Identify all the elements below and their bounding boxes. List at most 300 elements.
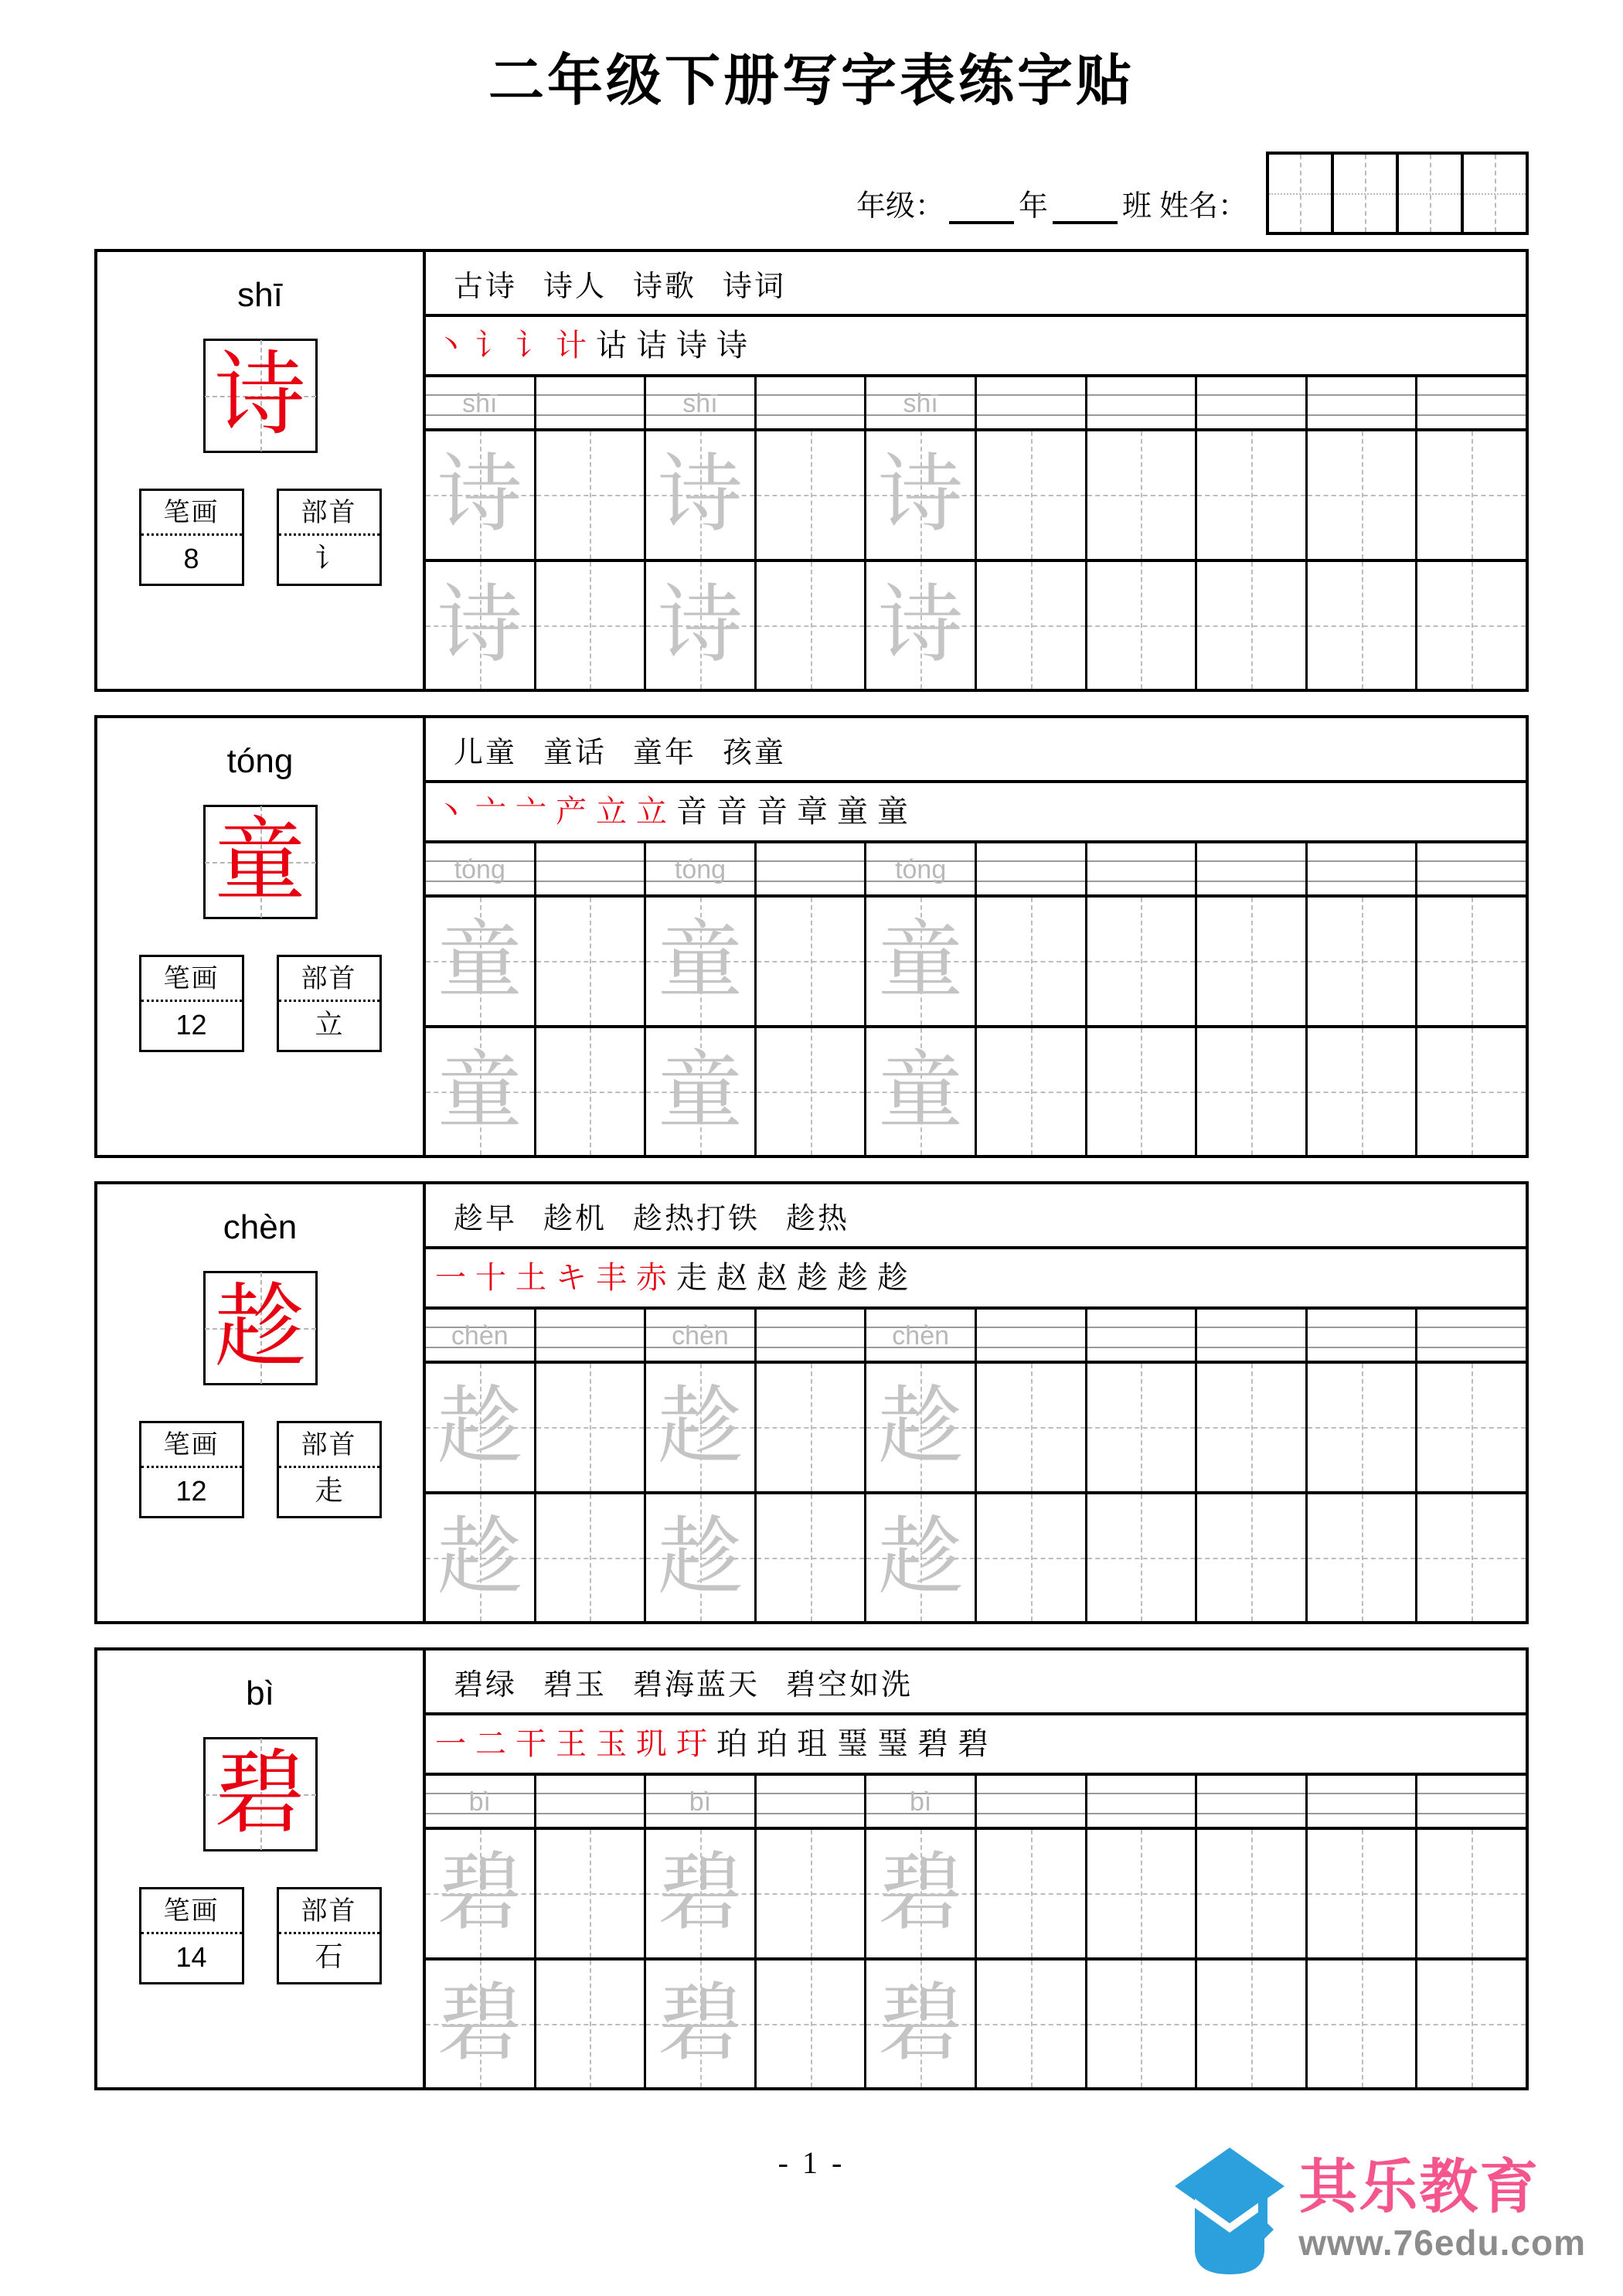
character-pinyin: tóng <box>226 742 294 780</box>
stroke-order-row <box>426 317 1526 377</box>
brand-name: 其乐教育 <box>1298 2154 1540 2220</box>
stroke-count-box <box>139 1887 244 1984</box>
trace-character: 趁 <box>657 1380 743 1475</box>
practice-grid-cell[interactable] <box>646 431 757 559</box>
practice-grid-cell[interactable] <box>977 1960 1087 2088</box>
stroke-order-step: 碧 <box>917 1726 948 1761</box>
practice-grid-cell[interactable] <box>1417 898 1526 1025</box>
grade-blank-field[interactable] <box>949 220 1014 224</box>
practice-grid-cell[interactable] <box>1087 431 1198 559</box>
pinyin-guide-cell[interactable] <box>866 377 977 428</box>
stroke-order-step: 走 <box>676 1260 707 1295</box>
pinyin-guide-cell[interactable] <box>757 377 867 428</box>
practice-grid-row <box>426 1960 1526 2088</box>
trace-character: 碧 <box>657 1846 743 1941</box>
hero-character: 童 <box>214 811 306 912</box>
practice-grid-cell[interactable] <box>866 898 977 1025</box>
pinyin-trace-text: shī <box>682 388 718 418</box>
example-word: 碧海蓝天 <box>633 1668 760 1702</box>
stroke-order-step: 十 <box>475 1260 506 1295</box>
practice-grid-cell[interactable] <box>757 898 867 1025</box>
stroke-order-step: 趁 <box>797 1260 828 1295</box>
practice-grid-cell[interactable] <box>866 1028 977 1156</box>
practice-grid-cell[interactable] <box>1197 1960 1308 2088</box>
example-word: 趁机 <box>543 1202 607 1235</box>
pinyin-guide-cell[interactable] <box>536 377 647 428</box>
character-pinyin: bì <box>246 1674 274 1712</box>
stroke-order-step: 讠 <box>515 328 546 363</box>
practice-grid-cell[interactable] <box>1197 562 1308 690</box>
pinyin-trace-text: chèn <box>672 1320 729 1351</box>
pinyin-guide-cell[interactable] <box>866 1776 977 1827</box>
pinyin-guide-cell[interactable] <box>646 1776 757 1827</box>
pinyin-trace-text: bì <box>909 1787 932 1817</box>
character-pinyin: chèn <box>223 1208 298 1246</box>
stroke-order-step: 王 <box>556 1726 587 1761</box>
stroke-order-step: 玗 <box>676 1726 707 1761</box>
practice-grid-cell[interactable] <box>1087 898 1198 1025</box>
pinyin-trace-text: chèn <box>892 1320 950 1351</box>
example-word: 古诗 <box>454 270 518 303</box>
practice-grid-cell[interactable] <box>866 562 977 690</box>
stroke-count-value: 8 <box>183 543 199 575</box>
practice-grid-row <box>426 1494 1526 1622</box>
stroke-order-step: 音 <box>757 794 788 829</box>
page-footer <box>0 2134 1623 2296</box>
practice-grid-row <box>426 898 1526 1028</box>
practice-grid-cell[interactable] <box>536 431 647 559</box>
radical-box <box>277 955 382 1052</box>
character-meta-row <box>139 1421 382 1518</box>
stroke-order-step: 赵 <box>757 1260 788 1295</box>
trace-character: 童 <box>878 914 964 1009</box>
stroke-count-box <box>139 489 244 586</box>
example-words-text <box>454 1661 939 1703</box>
radical-value: 走 <box>315 1475 343 1507</box>
character-block <box>94 715 1529 1158</box>
pinyin-guide-cell[interactable] <box>1417 1310 1526 1361</box>
pinyin-guide-cell[interactable] <box>1308 1776 1418 1827</box>
practice-panel <box>426 718 1526 1155</box>
name-input-grid[interactable] <box>1266 152 1529 235</box>
practice-grid-cell[interactable] <box>426 1028 536 1156</box>
practice-grid-cell[interactable] <box>1308 1494 1418 1622</box>
practice-grid-cell[interactable] <box>426 1830 536 1957</box>
trace-character: 诗 <box>657 577 743 673</box>
example-word: 童年 <box>633 736 697 769</box>
radical-box <box>277 489 382 586</box>
pinyin-guide-cell[interactable] <box>866 843 977 894</box>
example-word: 童话 <box>543 736 607 769</box>
pinyin-trace-text: bì <box>468 1787 491 1817</box>
practice-grid-cell[interactable] <box>977 562 1087 690</box>
brand-text-group <box>1298 2154 1586 2263</box>
practice-grid-cell[interactable] <box>1087 1028 1198 1156</box>
practice-grid-cell[interactable] <box>1417 1364 1526 1491</box>
practice-grid-row <box>426 431 1526 562</box>
pinyin-guide-cell[interactable] <box>1308 843 1418 894</box>
name-cell[interactable] <box>1269 155 1334 232</box>
name-label: 姓名： <box>1159 190 1247 223</box>
practice-grid-cell[interactable] <box>1087 1960 1198 2088</box>
practice-grid-cell[interactable] <box>1197 431 1308 559</box>
hero-character: 碧 <box>214 1743 306 1845</box>
practice-grid-cell[interactable] <box>426 1960 536 2088</box>
stroke-order-step: 丶 <box>435 328 466 363</box>
practice-grid-row <box>426 1364 1526 1494</box>
practice-grid-cell[interactable] <box>536 562 647 690</box>
page-title: 二年级下册写字表练字贴 <box>488 50 1135 112</box>
stroke-order-step: 二 <box>475 1726 506 1761</box>
pinyin-guide-cell[interactable] <box>536 1310 647 1361</box>
practice-grid-cell[interactable] <box>757 1028 867 1156</box>
stroke-order-step: 珇 <box>797 1726 828 1761</box>
pinyin-guide-cell[interactable] <box>1417 843 1526 894</box>
stroke-order-step: 趁 <box>837 1260 868 1295</box>
trace-character: 诗 <box>437 577 522 673</box>
pinyin-guide-row <box>426 1310 1526 1364</box>
example-word: 诗词 <box>723 270 787 303</box>
practice-grid-cell[interactable] <box>646 562 757 690</box>
character-block <box>94 249 1529 692</box>
stroke-order-step: 琧 <box>837 1726 868 1761</box>
stroke-order-step: 产 <box>556 794 587 829</box>
stroke-count-box <box>139 1421 244 1518</box>
stroke-order-step: 立 <box>636 794 667 829</box>
stroke-order-step: 音 <box>716 794 747 829</box>
practice-grid-cell[interactable] <box>1087 1364 1198 1491</box>
pinyin-trace-text: chèn <box>451 1320 509 1351</box>
pinyin-guide-cell[interactable] <box>977 377 1087 428</box>
practice-grid-cell[interactable] <box>426 562 536 690</box>
name-cell[interactable] <box>1399 155 1464 232</box>
pinyin-guide-cell[interactable] <box>646 843 757 894</box>
pinyin-guide-row <box>426 377 1526 431</box>
character-pinyin: shī <box>237 276 283 314</box>
practice-grid-cell[interactable] <box>757 562 867 690</box>
practice-grid-row <box>426 562 1526 690</box>
page-number: - 1 - <box>777 2145 846 2180</box>
practice-grid-cell[interactable] <box>866 1960 977 2088</box>
pinyin-guide-cell[interactable] <box>1308 377 1418 428</box>
pinyin-guide-cell[interactable] <box>1087 377 1198 428</box>
practice-grid-cell[interactable] <box>426 1494 536 1622</box>
practice-grid-cell[interactable] <box>1308 1830 1418 1957</box>
stroke-order-step: 赤 <box>636 1260 667 1295</box>
stroke-order-step: 亠 <box>475 794 506 829</box>
practice-grid-cell[interactable] <box>646 1960 757 2088</box>
stroke-count-value: 14 <box>175 1941 207 1974</box>
practice-grid-cell[interactable] <box>1087 1830 1198 1957</box>
stroke-order-step: 珀 <box>757 1726 788 1761</box>
stroke-order-step: 趁 <box>877 1260 908 1295</box>
pinyin-guide-cell[interactable] <box>757 843 867 894</box>
pinyin-guide-cell[interactable] <box>536 843 647 894</box>
hero-character-cell <box>203 1737 318 1851</box>
student-id-row <box>0 148 1623 235</box>
pinyin-guide-cell[interactable] <box>866 1310 977 1361</box>
practice-grid-cell[interactable] <box>1417 562 1526 690</box>
practice-grid-cell[interactable] <box>646 1028 757 1156</box>
practice-grid-cell[interactable] <box>1417 1830 1526 1957</box>
pinyin-guide-cell[interactable] <box>757 1776 867 1827</box>
stroke-order-step: 立 <box>596 794 627 829</box>
pinyin-guide-cell[interactable] <box>1197 843 1308 894</box>
practice-grid-cell[interactable] <box>536 1830 647 1957</box>
stroke-order-step: 童 <box>877 794 908 829</box>
practice-grid-cell[interactable] <box>1197 1028 1308 1156</box>
character-meta-row <box>139 489 382 586</box>
trace-character: 碧 <box>437 1846 522 1941</box>
pinyin-guide-cell[interactable] <box>1417 377 1526 428</box>
character-block <box>94 1181 1529 1624</box>
example-word: 孩童 <box>723 736 787 769</box>
example-words-row <box>426 1184 1526 1249</box>
radical-label: 部首 <box>279 1423 379 1468</box>
pinyin-guide-cell[interactable] <box>977 843 1087 894</box>
stroke-order-step: 亠 <box>515 794 546 829</box>
practice-grid-cell[interactable] <box>977 1364 1087 1491</box>
hero-character-cell <box>203 1271 318 1385</box>
trace-character: 碧 <box>657 1976 743 2071</box>
trace-character: 诗 <box>437 448 522 543</box>
pinyin-guide-cell[interactable] <box>977 1776 1087 1827</box>
pinyin-guide-row <box>426 1776 1526 1830</box>
stroke-order-step: 一 <box>435 1726 466 1761</box>
pinyin-trace-text: bì <box>689 1787 712 1817</box>
stroke-order-step: 诂 <box>596 328 627 363</box>
practice-grid-cell[interactable] <box>977 1494 1087 1622</box>
brand-url: www.76edu.com <box>1298 2222 1586 2263</box>
practice-grid-cell[interactable] <box>757 1494 867 1622</box>
character-info-panel <box>97 1184 426 1621</box>
pinyin-guide-cell[interactable] <box>1087 1310 1198 1361</box>
trace-character: 诗 <box>878 577 964 673</box>
brand-logo-group <box>1172 2141 1586 2277</box>
practice-grid-cell[interactable] <box>1417 1960 1526 2088</box>
practice-grid-cell[interactable] <box>866 1830 977 1957</box>
radical-value: 立 <box>315 1009 343 1041</box>
stroke-order-step: 丰 <box>596 1260 627 1295</box>
stroke-order-row <box>426 1249 1526 1310</box>
practice-grid-cell[interactable] <box>1197 1364 1308 1491</box>
stroke-order-step: 珀 <box>716 1726 747 1761</box>
character-meta-row <box>139 955 382 1052</box>
practice-grid-cell[interactable] <box>1417 431 1526 559</box>
pinyin-guide-cell[interactable] <box>1197 1310 1308 1361</box>
character-info-panel <box>97 718 426 1155</box>
practice-grid-cell[interactable] <box>1197 1494 1308 1622</box>
practice-grid-cell[interactable] <box>1197 898 1308 1025</box>
practice-grid-cell[interactable] <box>757 431 867 559</box>
stroke-order-step: 计 <box>556 328 587 363</box>
example-word: 诗歌 <box>633 270 697 303</box>
stroke-order-step: 音 <box>676 794 707 829</box>
practice-grid-cell[interactable] <box>426 431 536 559</box>
practice-grid-cell[interactable] <box>1308 1960 1418 2088</box>
trace-character: 趁 <box>437 1380 522 1475</box>
practice-grid-cell[interactable] <box>1087 562 1198 690</box>
radical-value: 石 <box>315 1941 343 1973</box>
pinyin-guide-cell[interactable] <box>426 843 536 894</box>
practice-grid-cell[interactable] <box>536 1494 647 1622</box>
stroke-order-step: 碧 <box>958 1726 988 1761</box>
graduation-cap-icon <box>1172 2141 1288 2277</box>
stroke-order-step: 玑 <box>636 1726 667 1761</box>
practice-grid-cell[interactable] <box>1308 898 1418 1025</box>
practice-grid-cell[interactable] <box>977 1028 1087 1156</box>
practice-grid-cell[interactable] <box>536 1364 647 1491</box>
hero-character: 诗 <box>214 345 306 446</box>
pinyin-guide-cell[interactable] <box>1087 1776 1198 1827</box>
year-unit-label: 年 <box>1018 190 1048 223</box>
practice-grid-cell[interactable] <box>1417 1494 1526 1622</box>
stroke-order-step: 干 <box>515 1726 546 1761</box>
hero-character-cell <box>203 339 318 453</box>
stroke-order-step: 诘 <box>636 328 667 363</box>
character-info-panel <box>97 252 426 689</box>
practice-grid-cell[interactable] <box>426 1364 536 1491</box>
practice-grid-row <box>426 1028 1526 1156</box>
example-words-row <box>426 718 1526 783</box>
practice-grid-cell[interactable] <box>646 1364 757 1491</box>
grade-label: 年级： <box>856 190 944 223</box>
practice-panel <box>426 1184 1526 1621</box>
practice-grid-cell[interactable] <box>536 1960 647 2088</box>
stroke-order-step: 赵 <box>716 1260 747 1295</box>
character-blocks-container <box>94 249 1529 2090</box>
name-cell[interactable] <box>1334 155 1399 232</box>
trace-character: 碧 <box>878 1846 964 1941</box>
pinyin-trace-text: shī <box>462 388 498 418</box>
practice-grid-cell[interactable] <box>866 431 977 559</box>
trace-character: 趁 <box>878 1510 964 1605</box>
example-word: 碧空如洗 <box>786 1668 914 1702</box>
character-block <box>94 1647 1529 2090</box>
pinyin-trace-text: tóng <box>454 854 505 884</box>
pinyin-guide-cell[interactable] <box>426 1776 536 1827</box>
trace-character: 童 <box>437 914 522 1009</box>
trace-character: 碧 <box>437 1976 522 2071</box>
practice-grid-cell[interactable] <box>646 1830 757 1957</box>
practice-grid-cell[interactable] <box>977 431 1087 559</box>
pinyin-guide-cell[interactable] <box>646 1310 757 1361</box>
trace-character: 诗 <box>657 448 743 543</box>
stroke-order-step: 章 <box>797 794 828 829</box>
trace-character: 童 <box>437 1044 522 1139</box>
example-word: 碧玉 <box>543 1668 607 1702</box>
radical-label: 部首 <box>279 1889 379 1934</box>
radical-label: 部首 <box>279 957 379 1002</box>
stroke-order-step: 诗 <box>716 328 747 363</box>
stroke-order-step: 琧 <box>877 1726 908 1761</box>
name-cell[interactable] <box>1464 155 1526 232</box>
practice-grid-cell[interactable] <box>866 1364 977 1491</box>
practice-panel <box>426 252 1526 689</box>
practice-grid-cell[interactable] <box>757 1364 867 1491</box>
pinyin-guide-cell[interactable] <box>536 1776 647 1827</box>
pinyin-guide-cell[interactable] <box>757 1310 867 1361</box>
pinyin-guide-cell[interactable] <box>646 377 757 428</box>
pinyin-guide-cell[interactable] <box>977 1310 1087 1361</box>
practice-grid-cell[interactable] <box>536 898 647 1025</box>
practice-grid-cell[interactable] <box>977 898 1087 1025</box>
stroke-order-step: キ <box>556 1260 587 1295</box>
practice-grid-cell[interactable] <box>1197 1830 1308 1957</box>
practice-grid-cell[interactable] <box>1308 431 1418 559</box>
practice-grid-cell[interactable] <box>977 1830 1087 1957</box>
practice-grid-cell[interactable] <box>646 898 757 1025</box>
example-word: 趁早 <box>454 1202 518 1235</box>
stroke-count-label: 笔画 <box>141 1889 242 1934</box>
pinyin-trace-text: shī <box>903 388 938 418</box>
stroke-order-step: 玉 <box>596 1726 627 1761</box>
pinyin-guide-cell[interactable] <box>1197 377 1308 428</box>
radical-box <box>277 1887 382 1984</box>
trace-character: 碧 <box>878 1976 964 2071</box>
hero-character: 趁 <box>214 1277 306 1378</box>
practice-grid-row <box>426 1830 1526 1960</box>
stroke-count-label: 笔画 <box>141 1423 242 1468</box>
practice-grid-cell[interactable] <box>536 1028 647 1156</box>
stroke-count-label: 笔画 <box>141 491 242 536</box>
example-words-row <box>426 1650 1526 1715</box>
stroke-order-step: 讠 <box>475 328 506 363</box>
stroke-count-label: 笔画 <box>141 957 242 1002</box>
practice-grid-cell[interactable] <box>1308 562 1418 690</box>
practice-grid-cell[interactable] <box>1308 1028 1418 1156</box>
practice-grid-cell[interactable] <box>426 898 536 1025</box>
example-word: 儿童 <box>454 736 518 769</box>
pinyin-guide-cell[interactable] <box>1308 1310 1418 1361</box>
class-blank-field[interactable] <box>1053 220 1118 224</box>
practice-grid-cell[interactable] <box>1417 1028 1526 1156</box>
pinyin-guide-cell[interactable] <box>1197 1776 1308 1827</box>
example-word: 趁热打铁 <box>633 1202 760 1235</box>
practice-grid-cell[interactable] <box>1308 1364 1418 1491</box>
stroke-order-step: 丶 <box>435 794 466 829</box>
stroke-order-step: 土 <box>515 1260 546 1295</box>
practice-grid-cell[interactable] <box>1087 1494 1198 1622</box>
practice-grid-cell[interactable] <box>866 1494 977 1622</box>
practice-panel <box>426 1650 1526 2087</box>
stroke-count-value: 12 <box>175 1475 207 1507</box>
practice-grid-cell[interactable] <box>646 1494 757 1622</box>
stroke-order-row <box>426 783 1526 843</box>
character-info-panel <box>97 1650 426 2087</box>
pinyin-guide-cell[interactable] <box>1087 843 1198 894</box>
trace-character: 童 <box>657 914 743 1009</box>
stroke-count-box <box>139 955 244 1052</box>
pinyin-trace-text: tóng <box>674 854 726 884</box>
radical-value: 讠 <box>315 543 343 574</box>
pinyin-guide-cell[interactable] <box>426 1310 536 1361</box>
example-words-text <box>454 1194 876 1237</box>
example-word: 碧绿 <box>454 1668 518 1702</box>
practice-grid-cell[interactable] <box>757 1960 867 2088</box>
trace-character: 诗 <box>878 448 964 543</box>
trace-character: 趁 <box>657 1510 743 1605</box>
practice-grid-cell[interactable] <box>757 1830 867 1957</box>
student-id-text <box>856 182 1247 235</box>
example-words-row <box>426 252 1526 317</box>
character-meta-row <box>139 1887 382 1984</box>
stroke-order-step: 诗 <box>676 328 707 363</box>
stroke-count-value: 12 <box>175 1009 207 1041</box>
pinyin-trace-text: tóng <box>895 854 947 884</box>
pinyin-guide-cell[interactable] <box>426 377 536 428</box>
pinyin-guide-cell[interactable] <box>1417 1776 1526 1827</box>
